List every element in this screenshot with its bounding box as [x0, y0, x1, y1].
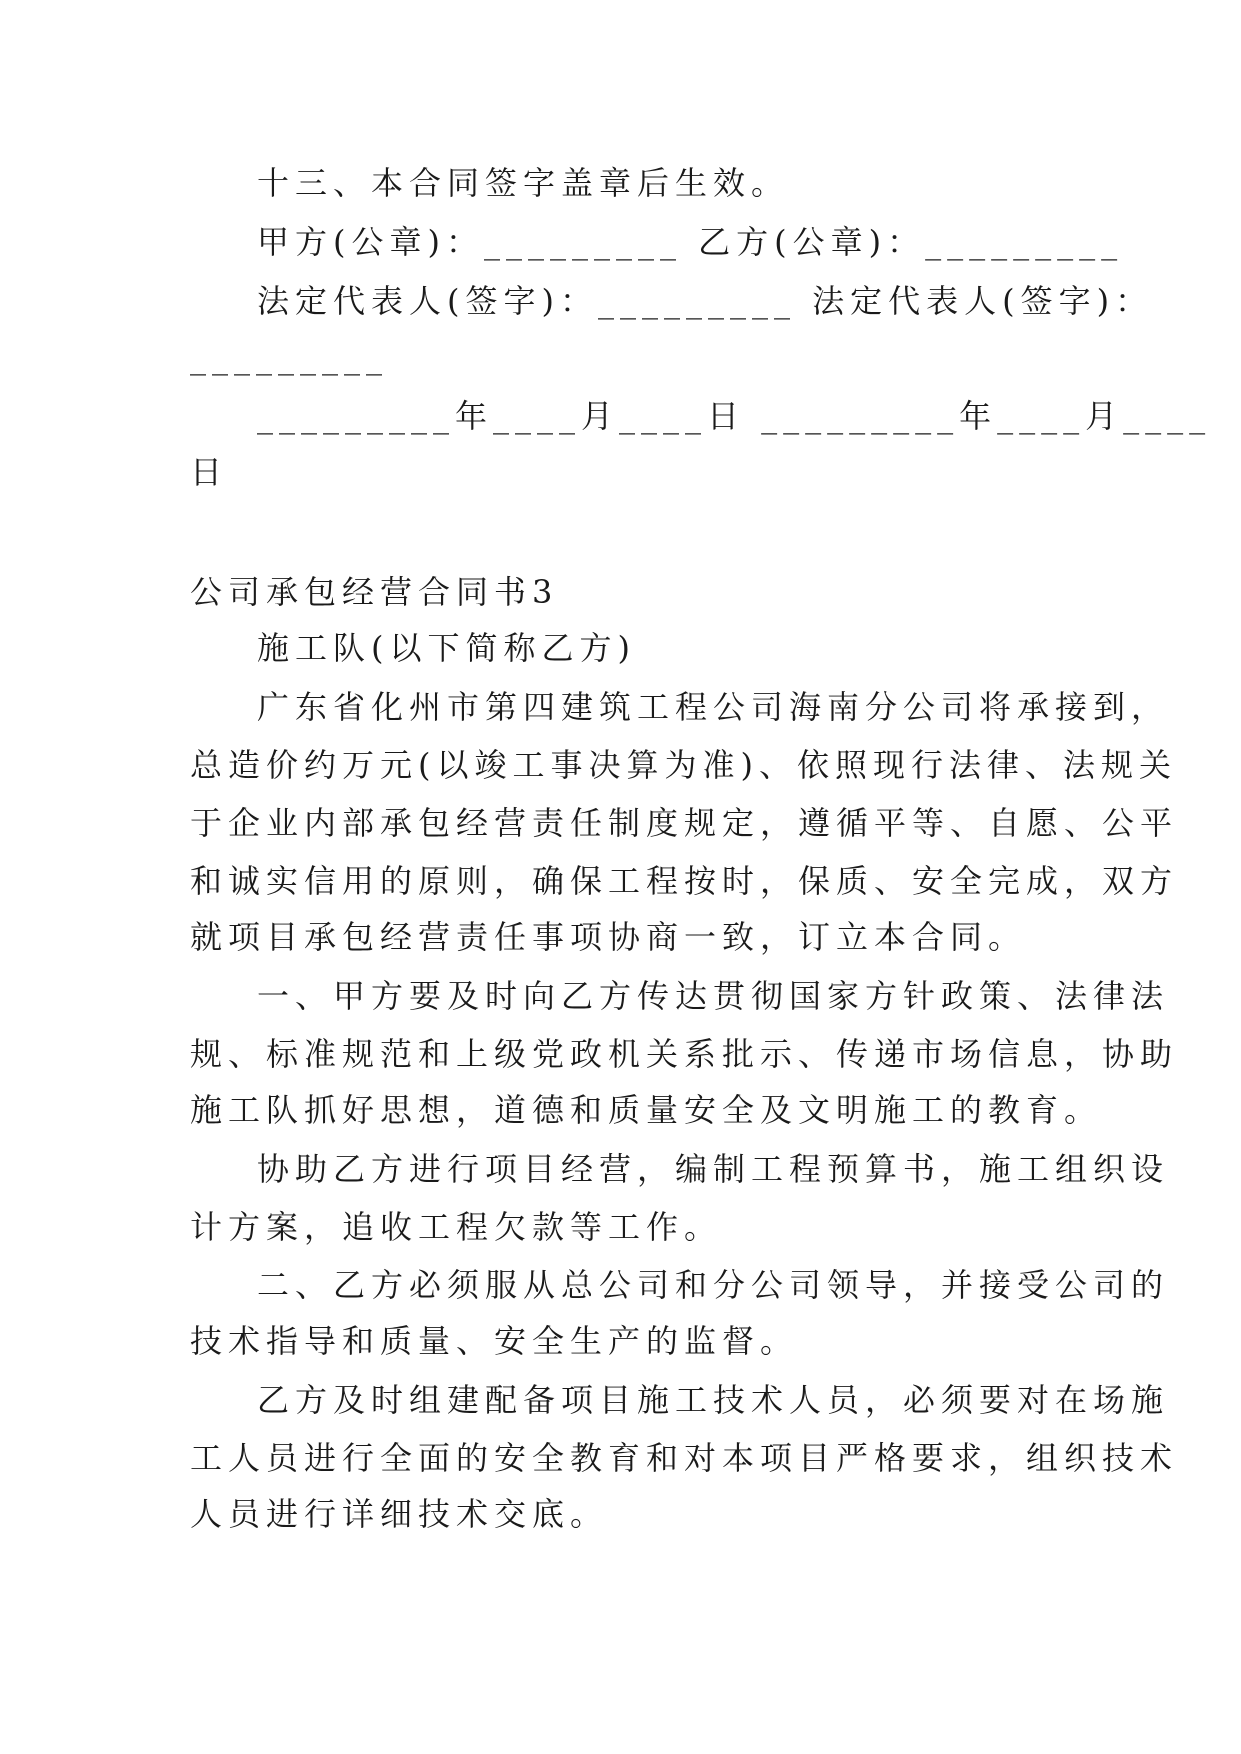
- paragraph-line: 和诚实信用的原则，确保工程按时，保质、安全完成，双方: [190, 862, 1179, 900]
- assist-line: 计方案，追收工程欠款等工作。: [190, 1208, 723, 1246]
- representative-line-cont: _________: [190, 338, 388, 376]
- date-line-cont: 日: [190, 453, 229, 491]
- clause-13: 十三、本合同签字盖章后生效。: [257, 164, 790, 202]
- paragraph-line: 于企业内部承包经营责任制度规定，遵循平等、自愿、公平: [190, 804, 1179, 842]
- paragraph-line: 总造价约万元(以竣工事决算为准)、依照现行法律、法规关: [190, 746, 1177, 784]
- party-seal-line: 甲方(公章)：_________ 乙方(公章)：_________: [257, 223, 1124, 261]
- party-b-line: 施工队(以下简称乙方): [257, 629, 636, 667]
- clause-1-line: 规、标准规范和上级党政机关系批示、传递市场信息，协助: [190, 1035, 1179, 1073]
- clause-1-line: 施工队抓好思想，道德和质量安全及文明施工的教育。: [190, 1091, 1103, 1129]
- paragraph-line: 广东省化州市第四建筑工程公司海南分公司将承接到，: [257, 688, 1170, 726]
- clause-1-line: 一、甲方要及时向乙方传达贯彻国家方针政策、法律法: [257, 977, 1170, 1015]
- paragraph-line: 就项目承包经营责任事项协商一致，订立本合同。: [190, 918, 1027, 956]
- staffing-line: 工人员进行全面的安全教育和对本项目严格要求，组织技术: [190, 1439, 1179, 1477]
- section-title: 公司承包经营合同书3: [190, 573, 559, 611]
- date-line: _________年____月____日 _________年____月____: [257, 397, 1212, 435]
- staffing-line: 人员进行详细技术交底。: [190, 1495, 609, 1533]
- clause-2-line: 技术指导和质量、安全生产的监督。: [190, 1322, 799, 1360]
- staffing-line: 乙方及时组建配备项目施工技术人员，必须要对在场施: [257, 1381, 1170, 1419]
- clause-2-line: 二、乙方必须服从总公司和分公司领导，并接受公司的: [257, 1266, 1170, 1304]
- assist-line: 协助乙方进行项目经营，编制工程预算书，施工组织设: [257, 1150, 1170, 1188]
- representative-line: 法定代表人(签字)：_________ 法定代表人(签字)：: [257, 282, 1154, 320]
